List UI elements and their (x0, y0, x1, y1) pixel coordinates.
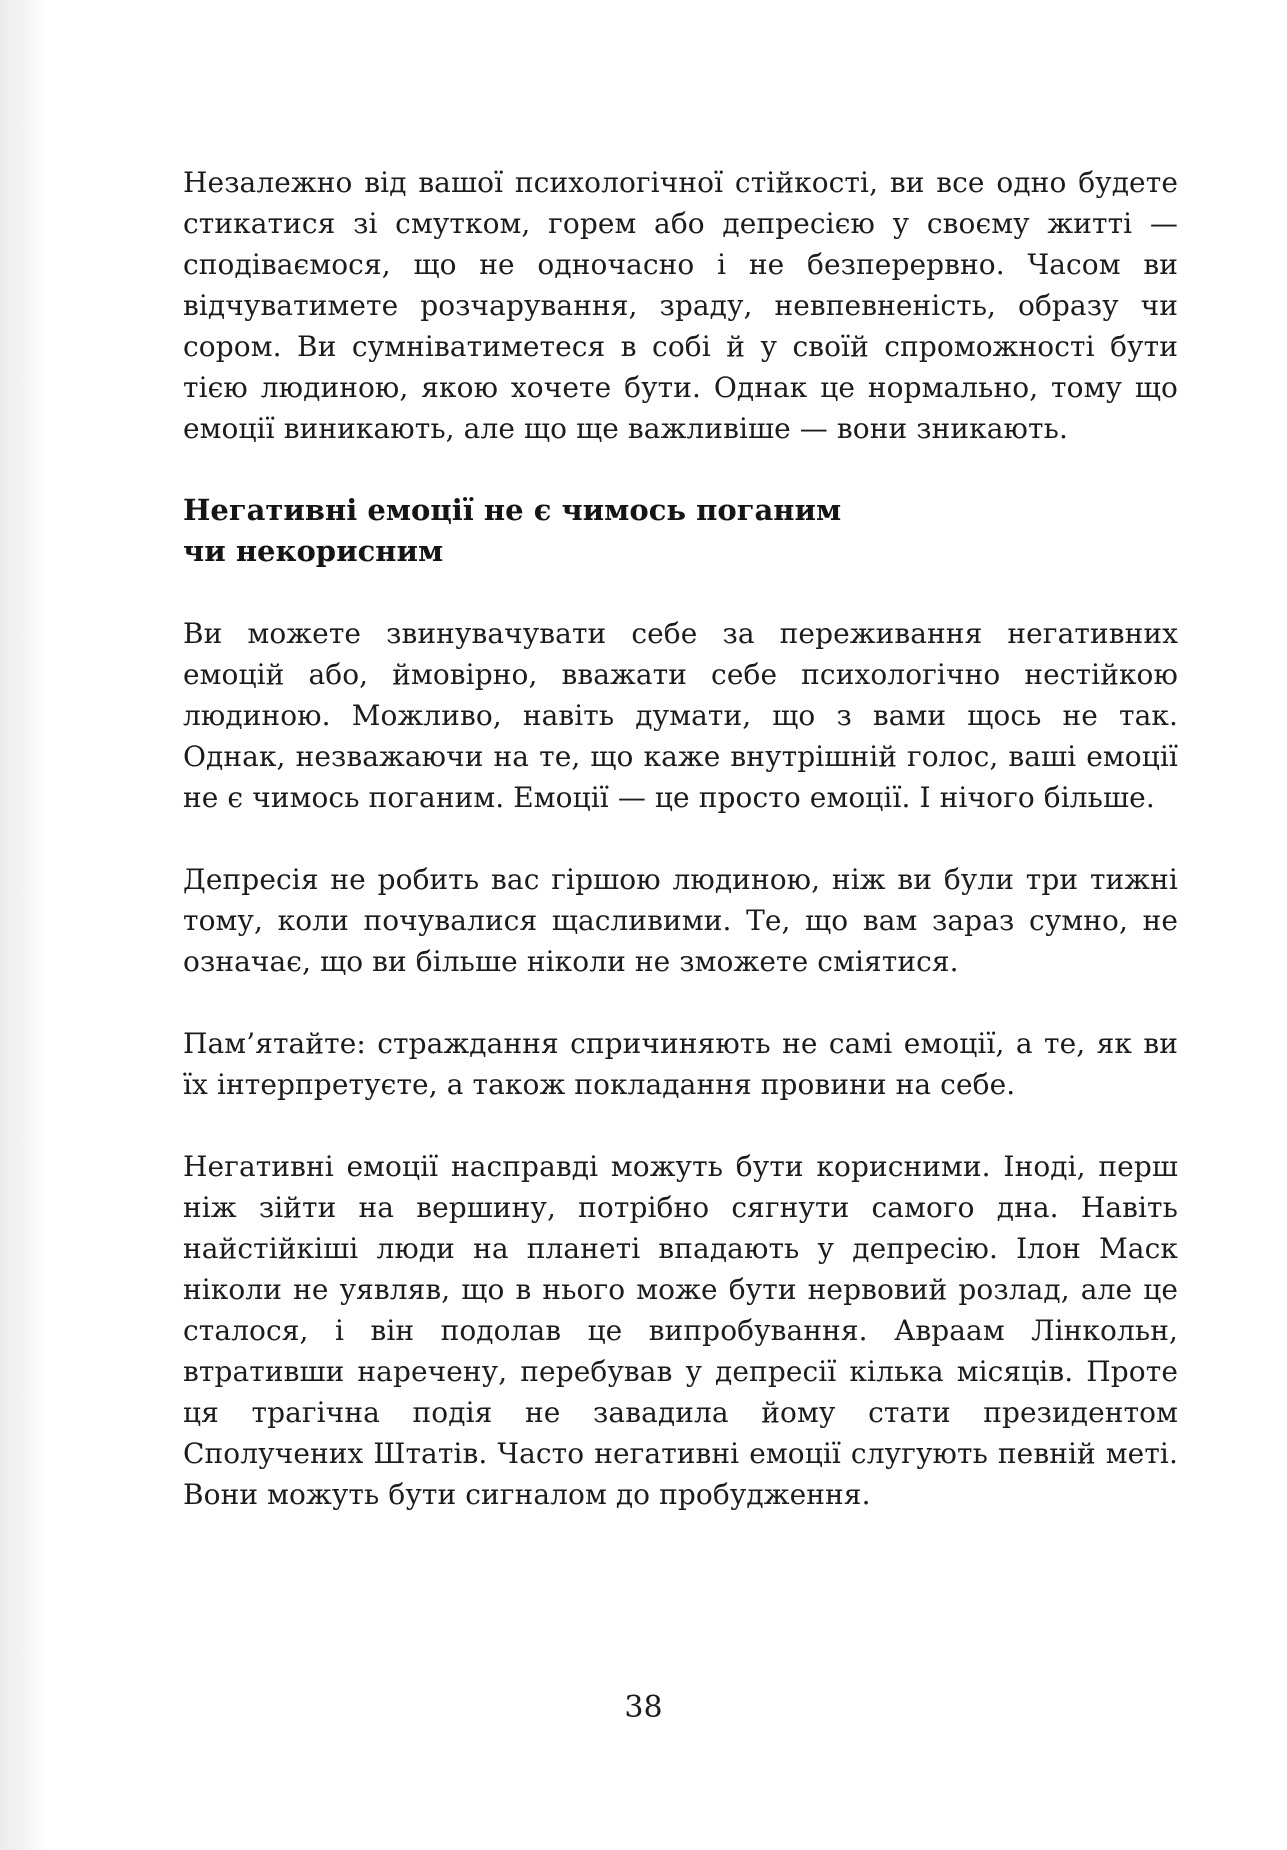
spacer (183, 449, 1178, 490)
paragraph-self-blame: Ви можете звинувачувати себе за переживання негативних емоцій або, ймовірно, вважати себе психологічно нестійкою людиною. Можливо, навіть думати, що з вами щось не так. Однак, незважаючи на те, що каже внутрішній голос, ваші емоції не є чимось поганим. Емоції — це просто емоції. І нічого більше. (183, 617, 1178, 814)
paragraph-intro: Незалежно від вашої психологічної стійкості, ви все одно будете стикатися зі смутком, горем або депресією у своєму житті — сподіваємося, що не одночасно і не безперервно. Часом ви відчуватимете розчарування, зраду, невпевненість, образу чи сором. Ви сумніватиметеся в собі й у своїй спроможності бути тією людиною, якою хочете бути. Однак це нормально, тому що емоції виникають, але що ще важливіше — вони зникають. (183, 166, 1178, 445)
page-number: 38 (624, 1690, 663, 1725)
paragraph-useful-emotions: Негативні емоції насправді можуть бути корисними. Іноді, перш ніж зійти на вершину, потрібно сягнути самого дна. Навіть найстійкіші люди на планеті впадають у депресію. Ілон Маск ніколи не уявляв, що в нього може бути нервовий розлад, але це сталося, і він подолав це випробування. Авраам Лінкольн, втративши наречену, перебував у депресії кілька місяців. Проте ця трагічна подія не завадила йому стати президентом Сполучених Штатів. Часто негативні емоції слугують певній меті. Вони можуть бути сигналом до пробудження. (183, 1150, 1178, 1511)
section-heading-line-1: Негативні емоції не є чимось поганим (183, 493, 842, 527)
section-heading (183, 490, 1178, 572)
spacer (183, 982, 1178, 1023)
paragraph-depression: Депресія не робить вас гіршою людиною, ніж ви були три тижні тому, коли почувалися щасливими. Те, що вам зараз сумно, не означає, що ви більше ніколи не зможете сміятися. (183, 863, 1178, 978)
page-edge-shadow (0, 0, 46, 1850)
book-page (183, 162, 1178, 1515)
spacer (183, 572, 1178, 613)
section-heading-line-2: чи некорисним (183, 534, 444, 568)
spacer (183, 1105, 1178, 1146)
paragraph-remember: Пам’ятайте: страждання спричиняють не самі емоції, а те, як ви їх інтерпретуєте, а також покладання провини на себе. (183, 1027, 1178, 1101)
spacer (183, 818, 1178, 859)
